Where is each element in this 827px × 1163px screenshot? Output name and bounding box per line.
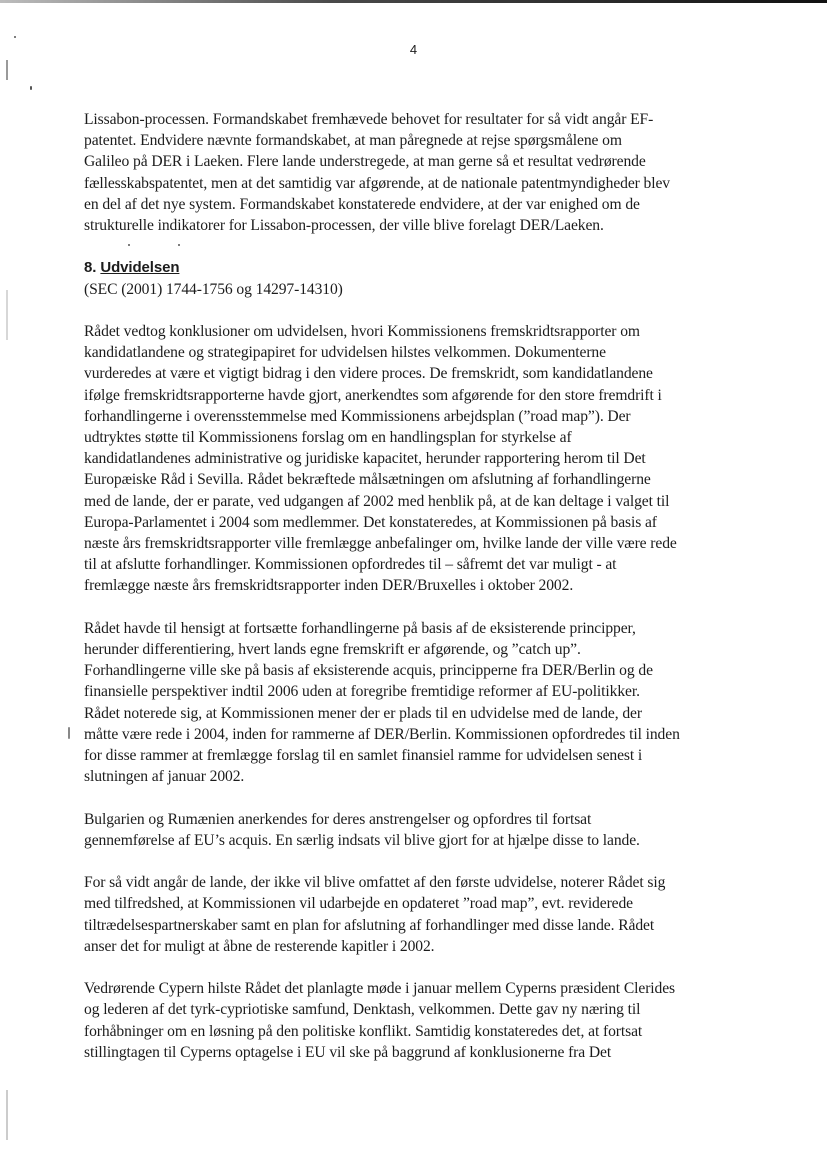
- scan-margin-mark: [6, 1090, 8, 1140]
- text-line: fællesskabspatentet, men at det samtidig var afgørende, at de nationale patentmyndigheder blev: [84, 174, 670, 192]
- paragraph: [84, 978, 760, 1063]
- text-line: kandidatlandene og strategipapiret for udvidelsen hilstes velkommen. Dokumenterne: [84, 344, 606, 362]
- text-line: anser det for muligt at åbne de resterende kapitler i 2002.: [84, 937, 435, 955]
- text-line: stillingtagen til Cyperns optagelse i EU vil ske på baggrund af konklusionerne fra Det: [84, 1043, 612, 1061]
- text-line: Rådet vedtog konklusioner om udvidelsen, hvori Kommissionens fremskridtsrapporter om: [84, 323, 640, 340]
- text-line: tiltrædelsespartnerskaber samt en plan for afslutning af forhandlinger med disse lande. Rådet: [84, 916, 655, 934]
- text-line: næste års fremskridtsrapporter ville fremlægge anbefalinger om, hvilke lande der ville være rede: [84, 535, 677, 553]
- paragraph: [84, 872, 760, 957]
- text-line: til at afslutte forhandlinger. Kommissionen opfordredes til – såfremt det var muligt - at: [84, 556, 617, 574]
- text-line: finansielle perspektiver indtil 2006 uden at foregribe fremtidige reformer af EU-politikker.: [84, 683, 640, 701]
- text-line: strukturelle indikatorer for Lissabon-processen, der ville blive forelagt DER/Laeken.: [84, 217, 604, 235]
- section-title: Udvidelsen: [100, 259, 180, 277]
- text-line: for disse rammer at fremlægge forslag til en samlet finansiel ramme for udvidelsen senest i: [84, 747, 643, 765]
- scan-edge-line: [0, 0, 827, 3]
- text-line: kandidatlandenes administrative og juridiske kapacitet, herunder rapportering herom til Det: [84, 450, 646, 468]
- text-line: forhåbninger om en løsning på den politiske konflikt. Samtidig konstateredes det, at fortsat: [84, 1022, 643, 1040]
- text-line: For så vidt angår de lande, der ikke vil blive omfattet af den første udvidelse, noterer Rådet sig: [84, 874, 666, 892]
- text-line: Rådet noterede sig, at Kommissionen mener der er plads til en udvidelse med de lande, der: [84, 704, 642, 722]
- paragraph: [84, 618, 760, 788]
- text-line: en del af det nye system. Formandskabet konstaterede endvidere, at der var enighed om de: [84, 195, 640, 213]
- text-line: gennemførelse af EU’s acquis. En særlig indsats vil blive gjort for at hjælpe disse to lande.: [84, 831, 640, 849]
- text-line: Bulgarien og Rumænien anerkendes for deres anstrengelser og opfordres til fortsat: [84, 810, 592, 828]
- text-line: herunder differentiering, hvert lands egne fremskrift er afgørende, og ”catch up”.: [84, 641, 581, 659]
- text-line: fremlægge næste års fremskridtsrapporter inden DER/Bruxelles i oktober 2002.: [84, 577, 574, 595]
- page-number: 4: [409, 42, 418, 57]
- text-line: patentet. Endvidere nævnte formandskabet, at man påregnede at rejse spørgsmålene om: [84, 132, 622, 150]
- text-line: udtryktes støtte til Kommissionens forslag om en handlingsplan for styrkelse af: [84, 429, 572, 447]
- scan-speck: [30, 86, 32, 90]
- document-body: [84, 109, 760, 1084]
- paragraph: [84, 321, 760, 597]
- text-line: Rådet havde til hensigt at fortsætte forhandlingerne på basis af de eksisterende principper,: [84, 619, 636, 637]
- paragraph: [84, 809, 760, 851]
- text-line: slutningen af januar 2002.: [84, 768, 245, 786]
- text-line: med de lande, der er parate, ved udgangen af 2002 med henblik på, at de kan deltage i valget til: [84, 492, 670, 510]
- text-line: Vedrørende Cypern hilste Rådet det planlagte møde i januar mellem Cyperns præsident Clerides: [84, 980, 675, 998]
- text-line: Europa-Parlamentet i 2004 som medlemmer. Det konstateredes, at Kommissionen på basis af: [84, 513, 657, 531]
- scan-speck: [14, 36, 16, 38]
- text-line: Galileo på DER i Laeken. Flere lande understregede, at man gerne så et resultat vedrørende: [84, 153, 646, 171]
- text-line: med tilfredshed, at Kommissionen vil udarbejde en opdateret ”road map”, evt. reviderede: [84, 895, 634, 913]
- text-line: Forhandlingerne ville ske på basis af eksisterende acquis, principperne fra DER/Berlin og de: [84, 662, 653, 680]
- text-line: Europæiske Råd i Sevilla. Rådet bekræftede målsætningen om afslutning af forhandlingerne: [84, 471, 651, 489]
- section-reference: (SEC (2001) 1744-1756 og 14297-14310): [84, 280, 343, 298]
- text-line: og lederen af det tyrk-cypriotiske samfund, Denktash, velkommen. Dette gav ny næring til: [84, 1001, 641, 1019]
- text-line: Lissabon-processen. Formandskabet fremhævede behovet for resultater for så vidt angår EF-: [84, 111, 654, 128]
- text-line: vurderedes at være et vigtigt bidrag i den videre proces. De fremskridt, som kandidatlandene: [84, 365, 653, 383]
- section-heading: [84, 257, 760, 278]
- intro-paragraph: [84, 109, 760, 236]
- scan-speck: [68, 727, 70, 739]
- scan-margin-mark: [6, 60, 8, 80]
- text-line: ifølge fremskridtsrapporterne havde gjort, anerkendtes som afgørende for den store fremdrift i: [84, 386, 662, 404]
- scan-margin-mark: [6, 290, 8, 340]
- text-line: forhandlingerne i overensstemmelse med Kommissionens arbejdsplan (”road map”). Der: [84, 407, 631, 425]
- text-line: måtte være rede i 2004, inden for rammerne af DER/Berlin. Kommissionen opfordredes til inden: [84, 725, 680, 743]
- section-number: 8.: [84, 259, 97, 277]
